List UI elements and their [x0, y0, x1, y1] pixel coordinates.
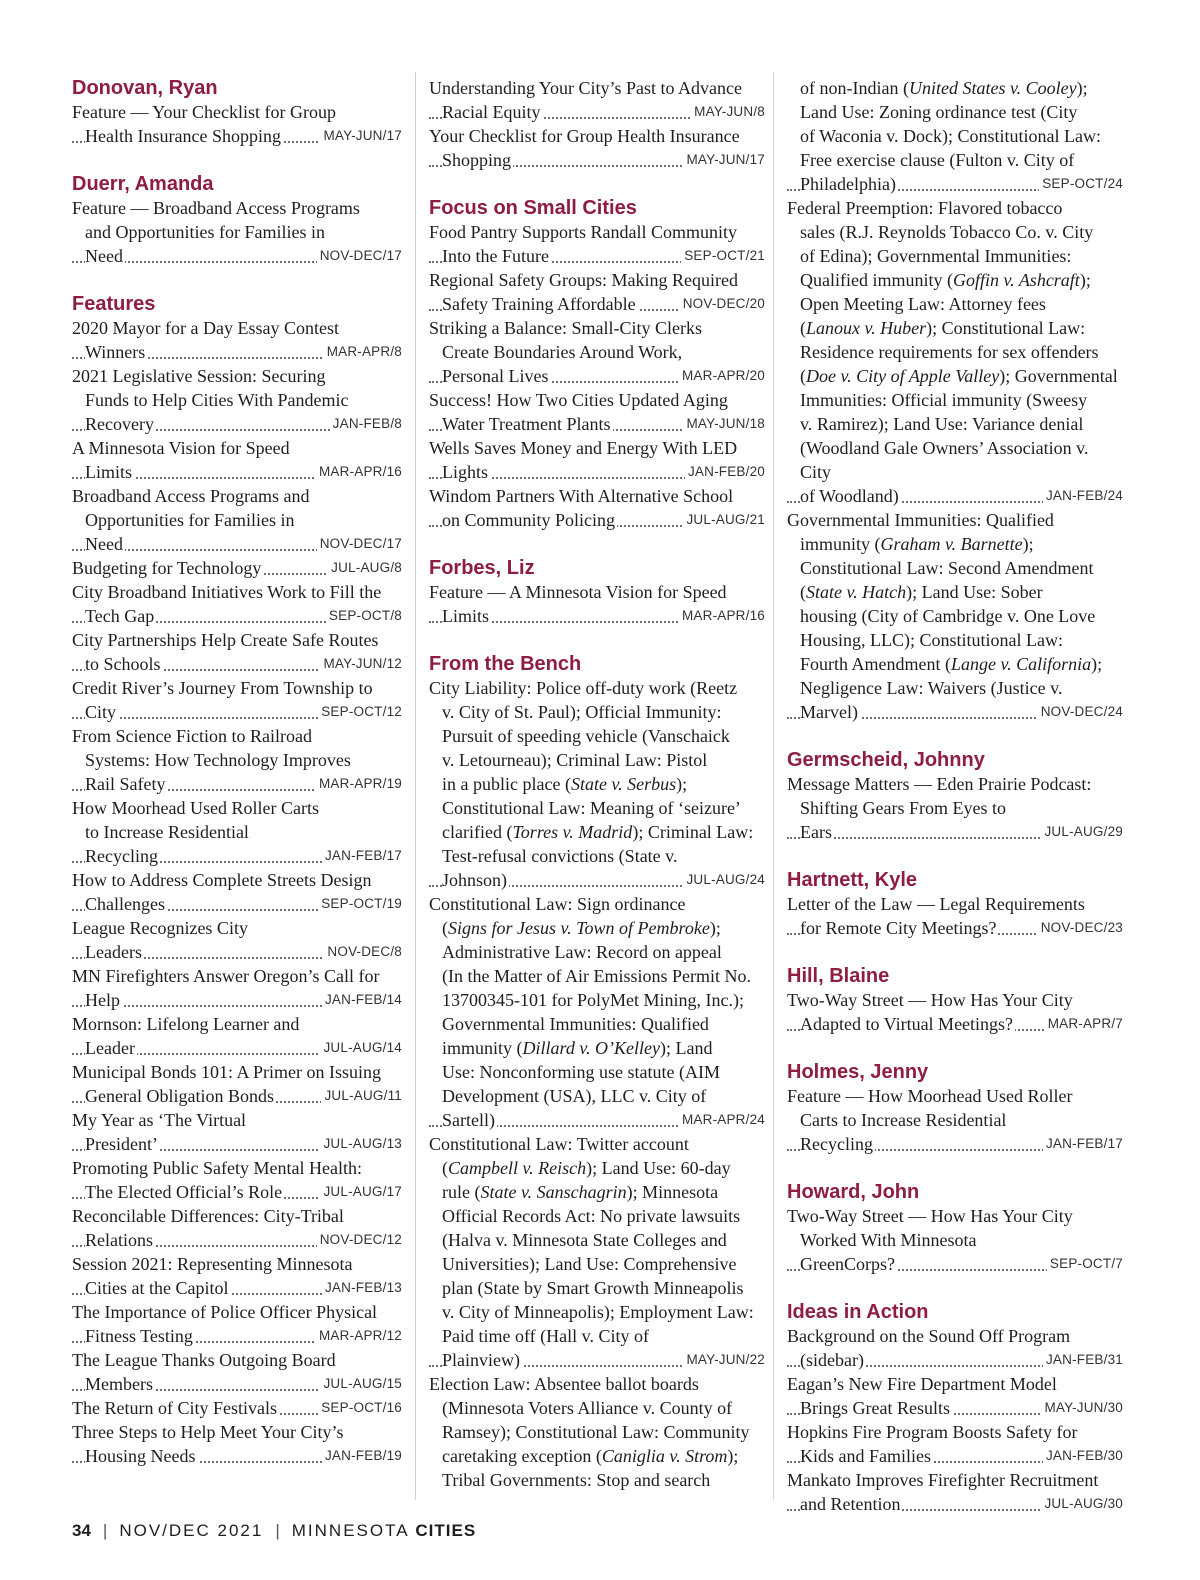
index-section-heading: Focus on Small Cities [429, 197, 637, 219]
index-entry [72, 676, 402, 724]
index-entry [429, 124, 765, 172]
index-section-heading: Holmes, Jenny [787, 1061, 929, 1083]
index-entry [429, 892, 765, 1132]
index-entry-title: Feature — Your Checklist for Group Health Insurance Shopping [72, 102, 336, 146]
issue-page-reference: JUL-AUG/11 [321, 1084, 402, 1108]
issue-page-reference: MAY-JUN/30 [1041, 1396, 1123, 1420]
index-entry-title: Understanding Your City’s Past to Advance Racial Equity [429, 78, 742, 122]
index-entry [787, 1372, 1123, 1420]
section-spacer [787, 724, 1123, 748]
section-spacer [72, 148, 402, 172]
index-entry-title: Credit River’s Journey From Township to City [72, 678, 373, 722]
index-section-heading: Features [72, 293, 156, 315]
index-entry [72, 1108, 402, 1156]
index-entry [72, 364, 402, 436]
index-entry-title: The Importance of Police Officer Physical Fitness Testing [72, 1302, 378, 1346]
index-entry [429, 316, 765, 388]
index-section-heading: Duerr, Amanda [72, 173, 214, 195]
issue-page-reference: JAN-FEB/20 [685, 460, 765, 484]
index-entry-title: 2020 Mayor for a Day Essay Contest Winners [72, 318, 339, 362]
index-entry-title: Governmental Immunities: Qualified immunity (Graham v. Barnette); Constitutional Law: Second Amendment (State v. Hatch); Land Use: Sober housing (City of Cambridge v. One Love Housing, LLC); Constitutional Law: Fourth Amendment (Lange v. California); Negligence Law: Waivers (Justice v. Marvel) [787, 510, 1103, 722]
index-entry-title: of non-Indian (United States v. Cooley); Land Use: Zoning ordinance test (City of Waconia v. Dock); Constitutional Law: Free exercise clause (Fulton v. City of Philadelphia) [800, 78, 1101, 194]
index-entry-title: League Recognizes City Leaders [72, 918, 248, 962]
issue-page-reference: SEP-OCT/12 [318, 700, 402, 724]
index-entry [429, 436, 765, 484]
issue-page-reference: MAY-JUN/8 [691, 100, 765, 124]
index-entry [787, 1084, 1123, 1156]
index-entry [787, 988, 1123, 1036]
issue-page-reference: MAR-APR/20 [679, 364, 765, 388]
index-entry [429, 484, 765, 532]
index-entry [72, 1012, 402, 1060]
index-entry-title: Constitutional Law: Twitter account (Campbell v. Reisch); Land Use: 60-day rule (State v. Sanschagrin); Minnesota Official Records Act: No private lawsuits (Halva v. Minnesota State Colleges and Universities); Land Use: Comprehensive plan (State by Smart Growth Minneapolis v. City of Minneapolis); Employment Law: Paid time off (Hall v. City of Plainview) [429, 1134, 754, 1370]
page-footer [72, 1521, 476, 1541]
index-entry [72, 1348, 402, 1396]
index-entry-title: Reconcilable Differences: City-Tribal Relations [72, 1206, 344, 1250]
issue-date: NOV/DEC 2021 [119, 1521, 264, 1540]
index-entry [787, 1420, 1123, 1468]
index-entry-title: Background on the Sound Off Program (sidebar) [787, 1326, 1071, 1370]
index-entry-title: Federal Preemption: Flavored tobacco sales (R.J. Reynolds Tobacco Co. v. City of Edina); Governmental Immunities: Qualified immunity (Goffin v. Ashcraft); Open Meeting Law: Attorney fees (Lanoux v. Huber); Constitutional Law: Residence requirements for sex offenders (Doe v. City of Apple Valley); Governmental Immunities: Official immunity (Sweesy v. Ramirez); Land Use: Variance denial (Woodland Gale Owners’ Association v. City of Woodland) [787, 198, 1118, 506]
issue-page-reference: JUL-AUG/30 [1041, 1492, 1123, 1516]
issue-page-reference: MAY-JUN/22 [683, 1348, 765, 1372]
issue-page-reference: MAY-JUN/18 [683, 412, 765, 436]
index-entry [72, 964, 402, 1012]
section-spacer [429, 628, 765, 652]
index-entry [72, 628, 402, 676]
issue-page-reference: JAN-FEB/13 [322, 1276, 402, 1300]
index-section-heading: Hill, Blaine [787, 965, 890, 987]
index-entry [429, 388, 765, 436]
issue-page-reference: JUL-AUG/8 [328, 556, 402, 580]
index-entry [72, 1156, 402, 1204]
section-spacer [787, 1036, 1123, 1060]
index-section-heading: From the Bench [429, 653, 582, 675]
issue-page-reference: MAR-APR/24 [679, 1108, 765, 1132]
index-section-heading: Forbes, Liz [429, 557, 535, 579]
issue-page-reference: JAN-FEB/30 [1043, 1444, 1123, 1468]
index-entry-title: City Partnerships Help Create Safe Routes to Schools [72, 630, 379, 674]
issue-page-reference: MAR-APR/7 [1045, 1012, 1123, 1036]
index-entry-title: Constitutional Law: Sign ordinance (Signs for Jesus v. Town of Pembroke); Administrative Law: Record on appeal (In the Matter of Air Emissions Permit No. 13700345-101 for PolyMet Mining, Inc.); Governmental Immunities: Qualified immunity (Dillard v. O’Kelley); Land Use: Nonconforming use statute (AIM Development (USA), LLC v. City of Sartell) [429, 894, 751, 1130]
issue-page-reference: SEP-OCT/21 [681, 244, 765, 268]
index-entry [429, 676, 765, 892]
section-spacer [787, 1156, 1123, 1180]
index-section-heading: Donovan, Ryan [72, 77, 218, 99]
index-entry [72, 1252, 402, 1300]
index-entry-title: A Minnesota Vision for Speed Limits [72, 438, 290, 482]
index-entry [429, 268, 765, 316]
index-entry [787, 1324, 1123, 1372]
issue-page-reference: NOV-DEC/8 [324, 940, 402, 964]
index-entry [72, 1300, 402, 1348]
index-entry-title: How to Address Complete Streets Design Challenges [72, 870, 372, 914]
index-entry [72, 1396, 402, 1420]
index-section-heading: Hartnett, Kyle [787, 869, 918, 891]
index-entry [72, 316, 402, 364]
index-entry [72, 100, 402, 148]
footer-separator: | [102, 1521, 108, 1540]
index-entry-title: Your Checklist for Group Health Insurance Shopping [429, 126, 740, 170]
index-entry-title: From Science Fiction to Railroad Systems: How Technology Improves Rail Safety [72, 726, 351, 794]
index-entry [429, 220, 765, 268]
issue-page-reference: SEP-OCT/16 [318, 1396, 402, 1420]
issue-page-reference: SEP-OCT/7 [1047, 1252, 1123, 1276]
index-entry-title: Windom Partners With Alternative School on Community Policing [429, 486, 734, 530]
index-entry-title: Promoting Public Safety Mental Health: The Elected Official’s Role [72, 1158, 362, 1202]
index-entry [72, 724, 402, 796]
index-entry-title: Mankato Improves Firefighter Recruitment and Retention [787, 1470, 1099, 1514]
section-spacer [787, 940, 1123, 964]
index-entry [429, 580, 765, 628]
index-entry [72, 1060, 402, 1108]
section-spacer [787, 1276, 1123, 1300]
index-entry [787, 76, 1123, 196]
page-number: 34 [72, 1521, 91, 1540]
issue-page-reference: JUL-AUG/17 [320, 1180, 402, 1204]
issue-page-reference: MAR-APR/19 [316, 772, 402, 796]
index-entry [787, 892, 1123, 940]
issue-page-reference: SEP-OCT/24 [1039, 172, 1123, 196]
issue-page-reference: NOV-DEC/20 [680, 292, 765, 316]
index-entry [72, 556, 402, 580]
index-entry-title: City Broadband Initiatives Work to Fill the Tech Gap [72, 582, 382, 626]
issue-page-reference: SEP-OCT/19 [318, 892, 402, 916]
index-entry [72, 1420, 402, 1468]
index-entry [72, 484, 402, 556]
index-entry-title: Regional Safety Groups: Making Required Safety Training Affordable [429, 270, 738, 314]
issue-page-reference: MAR-APR/12 [316, 1324, 402, 1348]
index-entry [72, 580, 402, 628]
issue-page-reference: MAY-JUN/12 [320, 652, 402, 676]
index-entry [72, 1204, 402, 1252]
index-entry-title: Eagan’s New Fire Department Model Brings Great Results [787, 1374, 1057, 1418]
index-entry-title: Feature — A Minnesota Vision for Speed Limits [429, 582, 727, 626]
index-entry-title: Three Steps to Help Meet Your City’s Housing Needs [72, 1422, 344, 1466]
index-entry-title: My Year as ‘The Virtual President’ [72, 1110, 247, 1154]
issue-page-reference: NOV-DEC/17 [317, 244, 402, 268]
column-divider-right [773, 72, 774, 1500]
index-entry-title: Hopkins Fire Program Boosts Safety for Kids and Families [787, 1422, 1078, 1466]
issue-page-reference: MAR-APR/16 [316, 460, 402, 484]
index-entry-title: The Return of City Festivals [72, 1398, 277, 1418]
index-entry-title: Municipal Bonds 101: A Primer on Issuing General Obligation Bonds [72, 1062, 382, 1106]
index-entry [787, 772, 1123, 844]
index-column-1 [72, 76, 402, 1468]
index-entry [429, 1132, 765, 1372]
index-column-3 [787, 76, 1123, 1516]
issue-page-reference: JAN-FEB/14 [322, 988, 402, 1012]
index-entry-title: Broadband Access Programs and Opportunities for Families in Need [72, 486, 310, 554]
index-entry [429, 76, 765, 124]
index-entry-title: Food Pantry Supports Randall Community Into the Future [429, 222, 738, 266]
index-section-heading: Howard, John [787, 1181, 920, 1203]
index-section-heading: Ideas in Action [787, 1301, 929, 1323]
index-entry-title: Message Matters — Eden Prairie Podcast: Shifting Gears From Eyes to Ears [787, 774, 1092, 842]
index-entry-title: MN Firefighters Answer Oregon’s Call for Help [72, 966, 380, 1010]
section-spacer [429, 172, 765, 196]
index-entry [787, 1468, 1123, 1516]
index-entry-title: Budgeting for Technology [72, 558, 262, 578]
index-entry [429, 1372, 765, 1492]
section-spacer [787, 844, 1123, 868]
index-entry-title: Feature — Broadband Access Programs and Opportunities for Families in Need [72, 198, 360, 266]
index-entry [72, 436, 402, 484]
index-entry-title: City Liability: Police off-duty work (Reetz v. City of St. Paul); Official Immunity: Pursuit of speeding vehicle (Vanschaick v. Letourneau); Criminal Law: Pistol in a public place (State v. Serbus); Constitutional Law: Meaning of ‘seizure’ clarified (Torres v. Madrid); Criminal Law: Test-refusal convictions (State v. Johnson) [429, 678, 754, 890]
issue-page-reference: NOV-DEC/24 [1038, 700, 1123, 724]
issue-page-reference: JUL-AUG/13 [320, 1132, 402, 1156]
index-entry-title: How Moorhead Used Roller Carts to Increase Residential Recycling [72, 798, 319, 866]
index-entry-title: 2021 Legislative Session: Securing Funds to Help Cities With Pandemic Recovery [72, 366, 349, 434]
index-entry [787, 196, 1123, 508]
index-entry [787, 508, 1123, 724]
issue-page-reference: JUL-AUG/24 [683, 868, 765, 892]
index-entry-title: Feature — How Moorhead Used Roller Carts to Increase Residential Recycling [787, 1086, 1073, 1154]
index-entry [72, 196, 402, 268]
issue-page-reference: JUL-AUG/21 [683, 508, 765, 532]
issue-page-reference: JUL-AUG/15 [320, 1372, 402, 1396]
issue-page-reference: NOV-DEC/17 [317, 532, 402, 556]
index-entry-title: The League Thanks Outgoing Board Members [72, 1350, 336, 1394]
issue-page-reference: MAR-APR/16 [679, 604, 765, 628]
issue-page-reference: MAR-APR/8 [324, 340, 402, 364]
issue-page-reference: JAN-FEB/8 [330, 412, 402, 436]
index-column-2 [429, 76, 765, 1492]
magazine-name: MINNESOTA CITIES [291, 1521, 477, 1540]
index-entry [72, 916, 402, 964]
issue-page-reference: JAN-FEB/31 [1043, 1348, 1123, 1372]
issue-page-reference: JUL-AUG/29 [1041, 820, 1123, 844]
index-entry-title: Success! How Two Cities Updated Aging Water Treatment Plants [429, 390, 728, 434]
index-entry-title: Two-Way Street — How Has Your City Adapted to Virtual Meetings? [787, 990, 1073, 1034]
issue-page-reference: JUL-AUG/14 [320, 1036, 402, 1060]
index-entry-title: Letter of the Law — Legal Requirements for Remote City Meetings? [787, 894, 1085, 938]
issue-page-reference: JAN-FEB/17 [1043, 1132, 1123, 1156]
index-entry-title: Striking a Balance: Small-City Clerks Create Boundaries Around Work, Personal Lives [429, 318, 702, 386]
issue-page-reference: MAY-JUN/17 [683, 148, 765, 172]
column-divider-left [415, 72, 416, 1500]
section-spacer [429, 532, 765, 556]
index-entry-title: Two-Way Street — How Has Your City Worked With Minnesota GreenCorps? [787, 1206, 1073, 1274]
footer-separator: | [275, 1521, 280, 1540]
issue-page-reference: JAN-FEB/19 [322, 1444, 402, 1468]
issue-page-reference: SEP-OCT/8 [326, 604, 402, 628]
issue-page-reference: JAN-FEB/17 [322, 844, 402, 868]
index-entry-title: Session 2021: Representing Minnesota Cities at the Capitol [72, 1254, 353, 1298]
index-entry [72, 796, 402, 868]
index-entry-title: Wells Saves Money and Energy With LED Lights [429, 438, 738, 482]
index-entry [787, 1204, 1123, 1276]
issue-page-reference: MAY-JUN/17 [320, 124, 402, 148]
index-entry-title: Election Law: Absentee ballot boards (Minnesota Voters Alliance v. County of Ramsey); Constitutional Law: Community caretaking exception (Caniglia v. Strom); Tribal Governments: Stop and search [429, 1374, 750, 1490]
index-section-heading: Germscheid, Johnny [787, 749, 985, 771]
issue-page-reference: NOV-DEC/12 [317, 1228, 402, 1252]
index-entry [72, 868, 402, 916]
issue-page-reference: NOV-DEC/23 [1038, 916, 1123, 940]
index-entry-title: Mornson: Lifelong Learner and Leader [72, 1014, 300, 1058]
issue-page-reference: JAN-FEB/24 [1043, 484, 1123, 508]
section-spacer [72, 268, 402, 292]
